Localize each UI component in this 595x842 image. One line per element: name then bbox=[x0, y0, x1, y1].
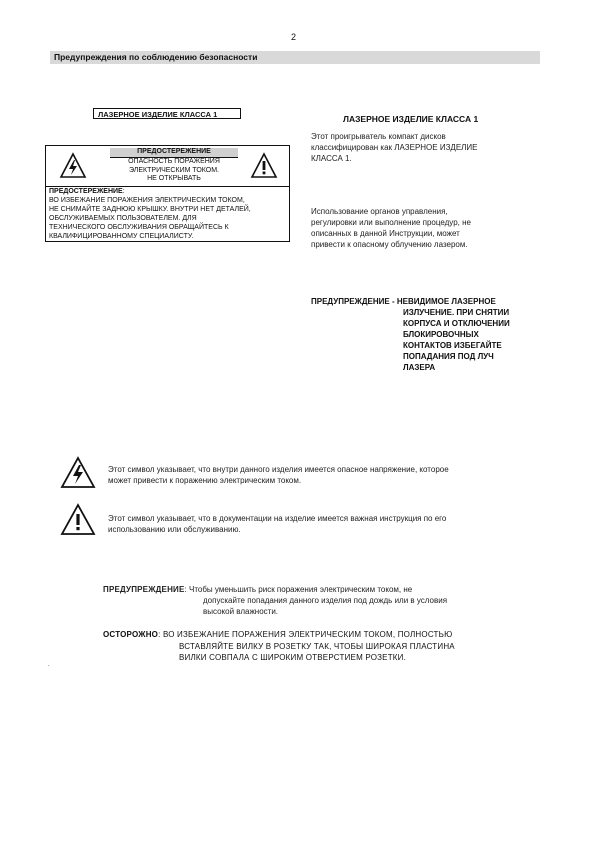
laser-warning-line: КОРПУСА И ОТКЛЮЧЕНИИ bbox=[403, 319, 510, 328]
para-line: описанных в данной Инструкции, может bbox=[311, 229, 460, 238]
caution-line: ЭЛЕКТРИЧЕСКИМ ТОКОМ. bbox=[128, 166, 219, 174]
lightning-triangle-icon bbox=[59, 152, 87, 185]
exclamation-triangle-icon bbox=[250, 152, 278, 185]
para-line: классифицирован как ЛАЗЕРНОЕ ИЗДЕЛИЕ bbox=[311, 143, 478, 152]
laser-classification-paragraph bbox=[311, 131, 536, 164]
para-line: регулировки или выполнение процедур, не bbox=[311, 218, 471, 227]
symbol-line: Этот символ указывает, что в документации на изделие имеется важная инструкция по его bbox=[108, 514, 447, 523]
caution-line: ВИЛКИ СОВПАЛА С ШИРОКИМ ОТВЕРСТИЕМ РОЗЕТКИ. bbox=[179, 653, 407, 662]
caution-title: ПРЕДОСТЕРЕЖЕНИЕ bbox=[110, 148, 238, 158]
panel-line: ВО ИЗБЕЖАНИЕ ПОРАЖЕНИЯ ЭЛЕКТРИЧЕСКИМ ТОКОМ, bbox=[49, 197, 245, 204]
panel-heading-suffix: : bbox=[122, 188, 125, 195]
panel-line: ОБСЛУЖИВАЕМЫХ ПОЛЬЗОВАТЕЛЕМ. ДЛЯ bbox=[49, 215, 197, 222]
laser-warning-line: ПОПАДАНИЯ ПОД ЛУЧ bbox=[403, 352, 494, 361]
symbol-line: может привести к поражению электрическим током. bbox=[108, 476, 302, 485]
panel-body bbox=[49, 187, 287, 241]
moisture-warning bbox=[103, 584, 447, 617]
caution-first-line: : ВО ИЗБЕЖАНИЕ ПОРАЖЕНИЯ ЭЛЕКТРИЧЕСКИМ ТОКОМ, ПОЛНОСТЬЮ bbox=[158, 630, 453, 639]
caution-line: НЕ ОТКРЫВАТЬ bbox=[147, 175, 201, 183]
laser-warning-first-line: ПРЕДУПРЕЖДЕНИЕ - НЕВИДИМОЕ ЛАЗЕРНОЕ bbox=[311, 297, 496, 306]
page-mark: . bbox=[48, 662, 50, 668]
warning-panel bbox=[45, 145, 290, 242]
panel-line: НЕ СНИМАЙТЕ ЗАДНЮЮ КРЫШКУ. ВНУТРИ НЕТ ДЕТАЛЕЙ, bbox=[49, 206, 251, 213]
para-line: Этот проигрыватель компакт дисков bbox=[311, 132, 446, 141]
symbol-line: использованию или обслуживанию. bbox=[108, 525, 241, 534]
section-header: Предупреждения по соблюдению безопасности bbox=[50, 51, 540, 64]
para-line: Использование органов управления, bbox=[311, 207, 448, 216]
symbol-line: Этот символ указывает, что внутри данного изделия имеется опасное напряжение, которое bbox=[108, 465, 449, 474]
caution-line: ВСТАВЛЯЙТЕ ВИЛКУ В РОЗЕТКУ ТАК, ЧТОБЫ ШИРОКАЯ ПЛАСТИНА bbox=[179, 641, 455, 651]
para-line: привести к опасному облучению лазером. bbox=[311, 240, 468, 249]
laser-warning-line: ЛАЗЕРА bbox=[403, 363, 436, 372]
caution-box bbox=[110, 148, 238, 186]
lightning-symbol-description bbox=[108, 464, 543, 486]
invisible-laser-warning bbox=[311, 296, 510, 373]
page-number: 2 bbox=[291, 32, 297, 42]
laser-warning-line: ИЗЛУЧЕНИЕ. ПРИ СНЯТИИ bbox=[403, 308, 510, 317]
warning-label: ПРЕДУПРЕЖДЕНИЕ bbox=[103, 585, 185, 594]
laser-warning-line: БЛОКИРОВОЧНЫХ bbox=[403, 330, 479, 339]
warning-line: высокой влажности. bbox=[203, 607, 279, 616]
laser-class-title: ЛАЗЕРНОЕ ИЗДЕЛИЕ КЛАССА 1 bbox=[343, 114, 479, 124]
warning-first-line: : Чтобы уменьшить риск поражения электрическим током, не bbox=[184, 585, 413, 594]
exclamation-symbol-description bbox=[108, 513, 543, 535]
exclamation-triangle-icon bbox=[60, 503, 96, 541]
caution-line: ОПАСНОСТЬ ПОРАЖЕНИЯ bbox=[128, 158, 220, 165]
warning-line: допускайте попадания данного изделия под дождь или в условия bbox=[203, 596, 448, 605]
caution-label: ОСТОРОЖНО bbox=[103, 630, 159, 639]
plug-caution bbox=[103, 629, 455, 664]
para-line: КЛАССА 1. bbox=[311, 154, 352, 163]
panel-line: ТЕХНИЧЕСКОГО ОБСЛУЖИВАНИЯ ОБРАЩАЙТЕСЬ К bbox=[49, 224, 229, 231]
lightning-triangle-icon bbox=[60, 456, 96, 494]
laser-warning-line: КОНТАКТОВ ИЗБЕГАЙТЕ bbox=[403, 341, 502, 350]
laser-product-label: ЛАЗЕРНОЕ ИЗДЕЛИЕ КЛАССА 1 bbox=[93, 108, 241, 119]
panel-heading: ПРЕДОСТЕРЕЖЕНИЕ bbox=[49, 188, 123, 195]
controls-warning-paragraph bbox=[311, 206, 536, 250]
panel-line: КВАЛИФИЦИРОВАННОМУ СПЕЦИАЛИСТУ. bbox=[49, 233, 194, 240]
